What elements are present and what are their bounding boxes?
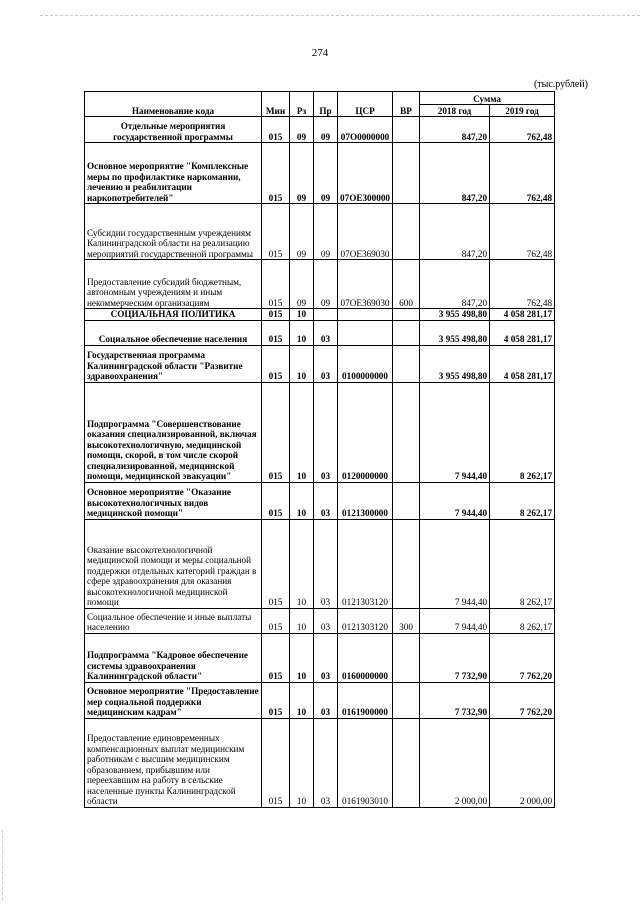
row-min: 015: [262, 320, 290, 345]
header-name: Наименование кода: [85, 92, 262, 117]
row-pr: 03: [314, 718, 338, 807]
row-name: Предоставление единовременных компенсационных выплат медицинским работникам с высшим медицинским образованием, прибывшим или переехавшим на работу в сельские населенные пункты Калининградской области: [85, 718, 262, 807]
row-sum-2018: 847,20: [420, 143, 490, 204]
row-vr: [393, 143, 420, 204]
row-rz: 09: [290, 260, 314, 309]
row-name: Основное мероприятие "Комплексные меры по профилактике наркомании, лечению и реабилитации наркопотребителей": [85, 143, 262, 204]
table-row: [85, 482, 555, 519]
table-row: [85, 345, 555, 382]
row-vr: [393, 682, 420, 718]
table-row: [85, 117, 555, 143]
row-vr: [393, 204, 420, 260]
header-2018: 2018 год: [420, 105, 490, 117]
row-name: Государственная программа Калининградской области "Развитие здравоохранения": [85, 345, 262, 382]
units-label: (тыс.рублей): [533, 79, 588, 90]
row-min: 015: [262, 204, 290, 260]
row-csr: 0161903010: [338, 718, 393, 807]
row-vr: [393, 482, 420, 519]
row-sum-2018: 7 944,40: [420, 608, 490, 633]
row-min: 015: [262, 633, 290, 682]
row-vr: [393, 309, 420, 321]
row-min: 015: [262, 143, 290, 204]
row-pr: [314, 309, 338, 321]
row-vr: [393, 382, 420, 482]
row-pr: 09: [314, 117, 338, 143]
table-row: [85, 204, 555, 260]
row-sum-2018: 7 944,40: [420, 482, 490, 519]
row-sum-2019: 2 000,00: [490, 718, 555, 807]
row-rz: 10: [290, 482, 314, 519]
row-rz: 10: [290, 718, 314, 807]
row-sum-2019: 4 058 281,17: [490, 320, 555, 345]
table-row: [85, 519, 555, 608]
row-vr: [393, 117, 420, 143]
row-sum-2019: 7 762,20: [490, 633, 555, 682]
header-rz: Рз: [290, 92, 314, 117]
row-csr: [338, 309, 393, 321]
table-row: [85, 309, 555, 321]
row-min: 015: [262, 718, 290, 807]
row-min: 015: [262, 345, 290, 382]
scan-artifact-top: [40, 15, 640, 16]
row-sum-2019: 4 058 281,17: [490, 345, 555, 382]
row-sum-2018: 847,20: [420, 260, 490, 309]
row-sum-2018: 7 944,40: [420, 519, 490, 608]
row-sum-2018: 7 732,90: [420, 682, 490, 718]
row-rz: 10: [290, 320, 314, 345]
row-sum-2019: 762,48: [490, 204, 555, 260]
row-sum-2019: 762,48: [490, 117, 555, 143]
row-csr: 07О0000000: [338, 117, 393, 143]
row-name: Подпрограмма "Совершенствование оказания специализированной, включая высокотехнологичную, медицинской помощи, скорой, в том числе скорой специализированной, медицинской помощи, медицинской эвакуации": [85, 382, 262, 482]
row-rz: 09: [290, 143, 314, 204]
row-sum-2019: 8 262,17: [490, 608, 555, 633]
row-pr: 03: [314, 633, 338, 682]
row-min: 015: [262, 382, 290, 482]
row-csr: 0160000000: [338, 633, 393, 682]
row-name: Отдельные мероприятия государственной программы: [85, 117, 262, 143]
row-min: 015: [262, 682, 290, 718]
header-pr: Пр: [314, 92, 338, 117]
row-name: Предоставление субсидий бюджетным, автономным учреждениям и иным некоммерческим организациям: [85, 260, 262, 309]
row-sum-2018: 3 955 498,80: [420, 345, 490, 382]
row-csr: 07ОЕ300000: [338, 143, 393, 204]
row-vr: [393, 633, 420, 682]
row-vr: [393, 718, 420, 807]
row-sum-2018: 2 000,00: [420, 718, 490, 807]
row-csr: 0121300000: [338, 482, 393, 519]
row-min: 015: [262, 519, 290, 608]
row-name: Социальное обеспечение и иные выплаты населению: [85, 608, 262, 633]
row-sum-2018: 7 732,90: [420, 633, 490, 682]
row-vr: 300: [393, 608, 420, 633]
row-csr: 0100000000: [338, 345, 393, 382]
row-vr: 600: [393, 260, 420, 309]
row-pr: 09: [314, 143, 338, 204]
row-sum-2019: 4 058 281,17: [490, 309, 555, 321]
table-row: [85, 143, 555, 204]
header-sum: Сумма: [420, 92, 555, 105]
scan-artifact-left: [2, 830, 3, 900]
row-csr: 07ОЕ369030: [338, 260, 393, 309]
table-row: [85, 382, 555, 482]
row-pr: 03: [314, 345, 338, 382]
row-csr: 0161900000: [338, 682, 393, 718]
header-min: Мин: [262, 92, 290, 117]
row-min: 015: [262, 117, 290, 143]
row-sum-2018: 7 944,40: [420, 382, 490, 482]
row-sum-2018: 847,20: [420, 204, 490, 260]
row-name: Основное мероприятие "Оказание высокотехнологичных видов медицинской помощи": [85, 482, 262, 519]
table-row: [85, 608, 555, 633]
row-pr: 03: [314, 382, 338, 482]
row-rz: 09: [290, 204, 314, 260]
row-name: Оказание высокотехнологичной медицинской помощи и меры социальной поддержки отдельных категорий граждан в сфере здравоохранения для оказания высокотехнологичной медицинской помощи: [85, 519, 262, 608]
header-2019: 2019 год: [490, 105, 555, 117]
table-header: [85, 92, 555, 117]
row-sum-2019: 8 262,17: [490, 482, 555, 519]
row-name: Субсидии государственным учреждениям Калининградской области на реализацию мероприятий государственной программы: [85, 204, 262, 260]
row-sum-2019: 8 262,17: [490, 519, 555, 608]
row-rz: 10: [290, 382, 314, 482]
row-sum-2018: 3 955 498,80: [420, 309, 490, 321]
table-row: [85, 682, 555, 718]
row-rz: 10: [290, 345, 314, 382]
row-sum-2019: 762,48: [490, 143, 555, 204]
row-csr: 0120000000: [338, 382, 393, 482]
header-vr: ВР: [393, 92, 420, 117]
row-min: 015: [262, 482, 290, 519]
row-vr: [393, 320, 420, 345]
row-csr: 0121303120: [338, 519, 393, 608]
row-min: 015: [262, 309, 290, 321]
row-vr: [393, 345, 420, 382]
table-row: [85, 633, 555, 682]
row-name: Подпрограмма "Кадровое обеспечение системы здравоохранения Калининградской области": [85, 633, 262, 682]
table-row: [85, 260, 555, 309]
row-rz: 10: [290, 519, 314, 608]
page-number: 274: [311, 47, 329, 59]
row-sum-2019: 8 262,17: [490, 382, 555, 482]
row-pr: 03: [314, 482, 338, 519]
row-rz: 10: [290, 682, 314, 718]
table-row: [85, 320, 555, 345]
row-pr: 03: [314, 320, 338, 345]
row-name: Социальное обеспечение населения: [85, 320, 262, 345]
row-vr: [393, 519, 420, 608]
table-row: [85, 718, 555, 807]
row-sum-2018: 3 955 498,80: [420, 320, 490, 345]
row-rz: 09: [290, 117, 314, 143]
row-sum-2018: 847,20: [420, 117, 490, 143]
row-sum-2019: 762,48: [490, 260, 555, 309]
budget-table: [84, 91, 555, 808]
row-min: 015: [262, 260, 290, 309]
header-csr: ЦСР: [338, 92, 393, 117]
row-min: 015: [262, 608, 290, 633]
row-rz: 10: [290, 633, 314, 682]
row-pr: 03: [314, 682, 338, 718]
row-pr: 09: [314, 260, 338, 309]
row-rz: 10: [290, 608, 314, 633]
row-rz: 10: [290, 309, 314, 321]
row-pr: 03: [314, 519, 338, 608]
row-pr: 09: [314, 204, 338, 260]
row-csr: 07ОЕ369030: [338, 204, 393, 260]
row-sum-2019: 7 762,20: [490, 682, 555, 718]
row-csr: [338, 320, 393, 345]
row-pr: 03: [314, 608, 338, 633]
row-name: Основное мероприятие "Предоставление мер социальной поддержки медицинским кадрам": [85, 682, 262, 718]
row-name: СОЦИАЛЬНАЯ ПОЛИТИКА: [85, 309, 262, 321]
row-csr: 0121303120: [338, 608, 393, 633]
